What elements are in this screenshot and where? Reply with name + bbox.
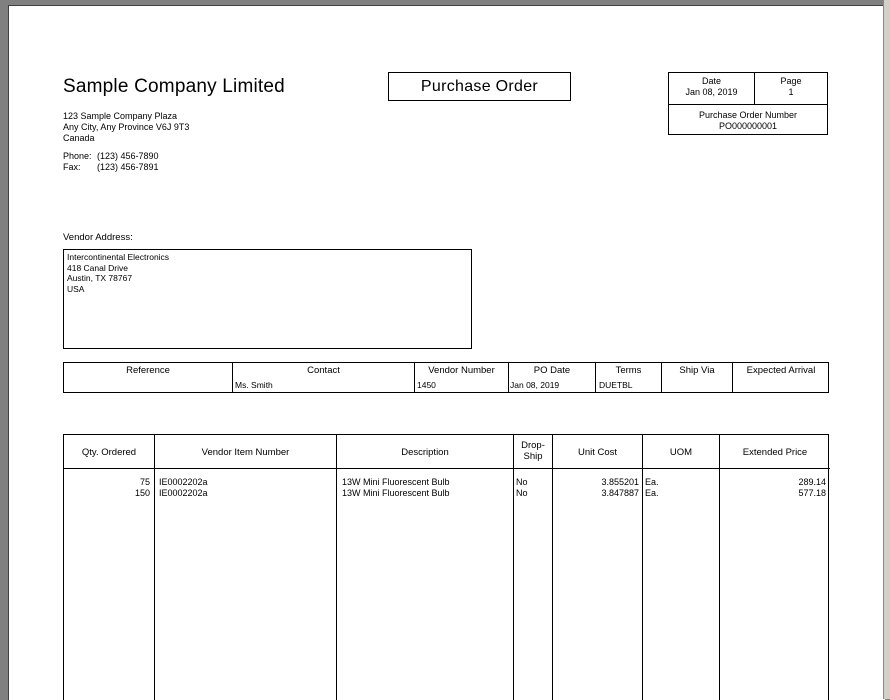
vendor-address-line: USA [67,283,85,294]
ref-value-vendor-number: 1450 [417,380,436,390]
vendor-address-line: Austin, TX 78767 [67,273,133,283]
page-label: Page [780,76,802,86]
date-label: Date [701,76,721,86]
table-row-ext: 577.18 [798,488,826,498]
vendor-address-label: Vendor Address: [63,232,133,243]
company-contact [63,151,159,173]
table-row-qty: 75 [139,477,150,487]
table-row-ext: 289.14 [798,477,826,487]
report-page [8,5,885,700]
company-address-line: Any City, Any Province V6J 9T3 [63,122,190,132]
po-number-value: PO000000001 [718,121,778,131]
ref-value-po-date: Jan 08, 2019 [510,380,560,390]
ref-value-contact: Ms. Smith [235,380,273,390]
phone-value: (123) 456-7890 [97,151,159,161]
vendor-address-line: Intercontinental Electronics [67,252,170,262]
table-row-cost: 3.855201 [601,477,639,487]
phone-label: Phone: [63,151,92,161]
items-header-uom: UOM [669,447,693,458]
table-row-uom: Ea. [645,488,659,498]
company-address-line: Canada [63,133,95,143]
header-info-box [668,72,828,135]
items-header-description: Description [401,447,449,458]
table-row-item: IE0002202a [159,488,208,498]
fax-value: (123) 456-7891 [97,162,159,172]
table-row-desc: 13W Mini Fluorescent Bulb [342,488,450,498]
items-header-vendor-item: Vendor Item Number [201,447,290,458]
company-name: Sample Company Limited [63,76,285,97]
fax-label: Fax: [63,162,81,172]
items-table [63,434,829,700]
ref-header-ship-via: Ship Via [679,365,715,376]
company-address-line: 123 Sample Company Plaza [63,111,178,121]
po-number-label: Purchase Order Number [698,110,798,120]
ref-header-reference: Reference [126,365,170,376]
table-row-uom: Ea. [645,477,659,487]
items-header-qty: Qty. Ordered [81,447,137,458]
ref-header-contact: Contact [307,365,340,376]
ref-header-vendor-number: Vendor Number [428,365,495,376]
page-value: 1 [788,87,794,97]
vertical-scrollbar[interactable] [883,0,890,699]
table-row-item: IE0002202a [159,477,208,487]
company-address [63,111,189,144]
date-value: Jan 08, 2019 [685,87,738,97]
items-header-drop-ship: Drop- Ship [521,440,545,462]
ref-header-po-date: PO Date [533,365,571,376]
table-row-qty: 150 [134,488,150,498]
ref-value-terms: DUETBL [599,380,633,390]
items-header-extended-price: Extended Price [742,447,808,458]
table-row-cost: 3.847887 [601,488,639,498]
vendor-address-box [63,249,472,349]
table-row-drop: No [516,488,528,498]
table-row-drop: No [516,477,528,487]
document-title: Purchase Order [388,72,571,101]
vendor-address-line: 418 Canal Drive [67,262,128,273]
ref-header-terms: Terms [615,365,642,376]
ref-header-expected-arrival: Expected Arrival [746,365,816,376]
reference-table [63,362,829,393]
table-row-desc: 13W Mini Fluorescent Bulb [342,477,450,487]
items-header-unit-cost: Unit Cost [577,447,618,458]
